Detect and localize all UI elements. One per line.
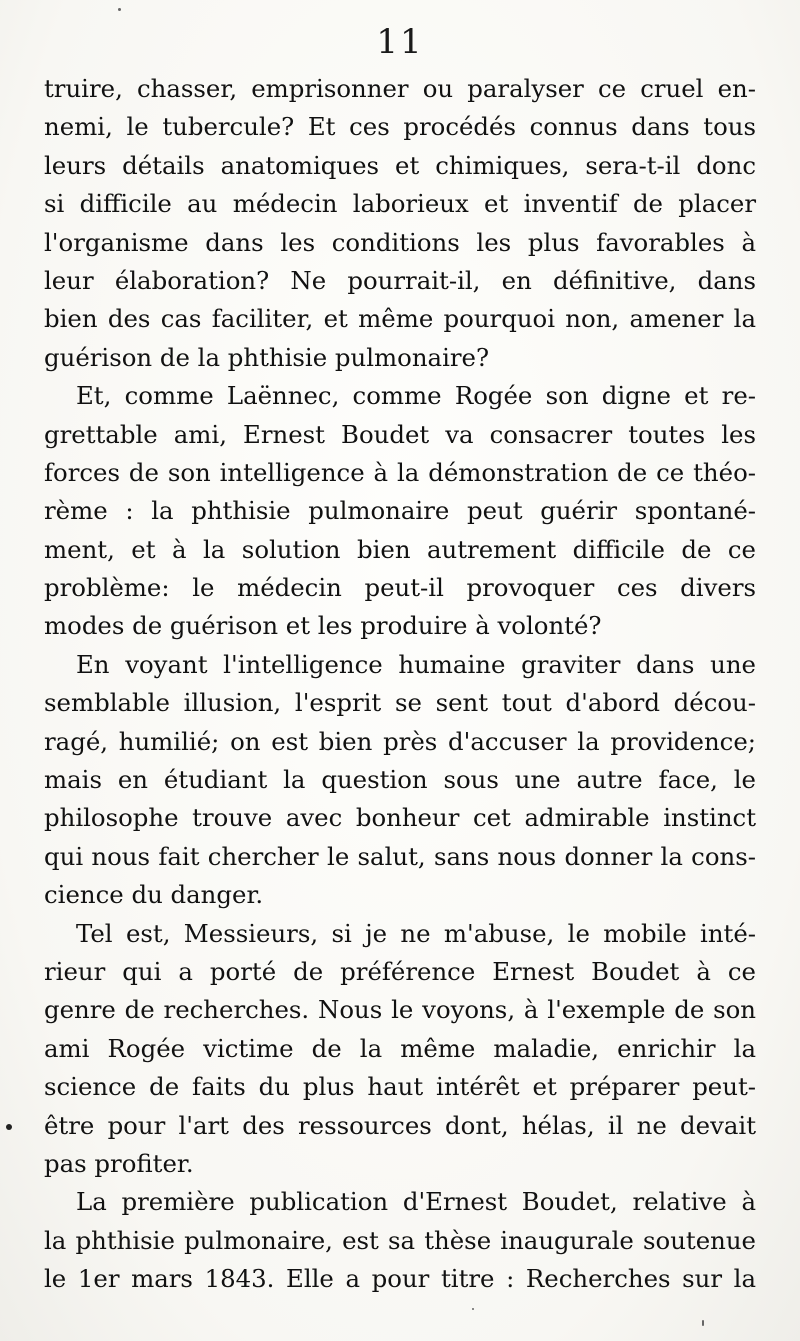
text-line: pas profiter. bbox=[44, 1148, 194, 1178]
text-line: rème : la phthisie pulmonaire peut guérir spontané- bbox=[44, 496, 756, 526]
text-line: modes de guérison et les produire à volonté? bbox=[44, 611, 602, 641]
text-line: être pour l'art des ressources dont, hélas, il ne devait bbox=[44, 1110, 756, 1140]
text-line: rieur qui a porté de préférence Ernest Boudet à ce bbox=[44, 956, 756, 986]
text-line: Et, comme Laënnec, comme Rogée son digne et re- bbox=[76, 381, 756, 411]
text-line: semblable illusion, l'esprit se sent tout d'abord décou- bbox=[44, 688, 756, 718]
body-text bbox=[44, 70, 756, 1299]
text-line: mais en étudiant la question sous une autre face, le bbox=[44, 765, 756, 795]
text-line: truire, chasser, emprisonner ou paralyser ce cruel en- bbox=[44, 74, 756, 103]
text-line: philosophe trouve avec bonheur cet admirable instinct bbox=[44, 803, 756, 833]
text-line: bien des cas faciliter, et même pourquoi non, amener la bbox=[44, 304, 756, 334]
text-line: guérison de la phthisie pulmonaire? bbox=[44, 342, 490, 372]
text-line: ami Rogée victime de la même maladie, enrichir la bbox=[44, 1033, 756, 1063]
text-line: ragé, humilié; on est bien près d'accuser la providence; bbox=[44, 726, 756, 756]
text-line: La première publication d'Ernest Boudet, relative à bbox=[76, 1187, 756, 1217]
text-line: ment, et à la solution bien autrement difficile de ce bbox=[44, 534, 756, 564]
text-line: nemi, le tubercule? Et ces procédés connus dans tous bbox=[44, 112, 756, 142]
text-line: genre de recherches. Nous le voyons, à l'exemple de son bbox=[44, 995, 756, 1025]
text-line: grettable ami, Ernest Boudet va consacrer toutes les bbox=[44, 419, 756, 449]
text-line: la phthisie pulmonaire, est sa thèse inaugurale soutenue bbox=[44, 1225, 756, 1255]
text-line: leurs détails anatomiques et chimiques, sera-t-il donc bbox=[44, 150, 756, 180]
text-line: Tel est, Messieurs, si je ne m'abuse, le mobile inté- bbox=[76, 918, 756, 948]
page-number: 11 bbox=[376, 22, 424, 62]
text-line: leur élaboration? Ne pourrait-il, en définitive, dans bbox=[44, 265, 756, 295]
text-line: forces de son intelligence à la démonstration de ce théo- bbox=[44, 457, 756, 487]
text-line: l'organisme dans les conditions les plus favorables à bbox=[44, 227, 756, 257]
text-line: si difficile au médecin laborieux et inventif de placer bbox=[44, 189, 756, 219]
text-line: problème: le médecin peut-il provoquer ces divers bbox=[44, 573, 756, 603]
text-line: cience du danger. bbox=[44, 880, 264, 910]
text-line: qui nous fait chercher le salut, sans nous donner la cons- bbox=[44, 841, 756, 871]
text-line: le 1er mars 1843. Elle a pour titre : Recherches sur la bbox=[44, 1264, 756, 1294]
text-line: En voyant l'intelligence humaine graviter dans une bbox=[76, 649, 756, 679]
text-line: science de faits du plus haut intérêt et préparer peut- bbox=[44, 1072, 756, 1102]
margin-ink-mark bbox=[6, 1124, 12, 1130]
